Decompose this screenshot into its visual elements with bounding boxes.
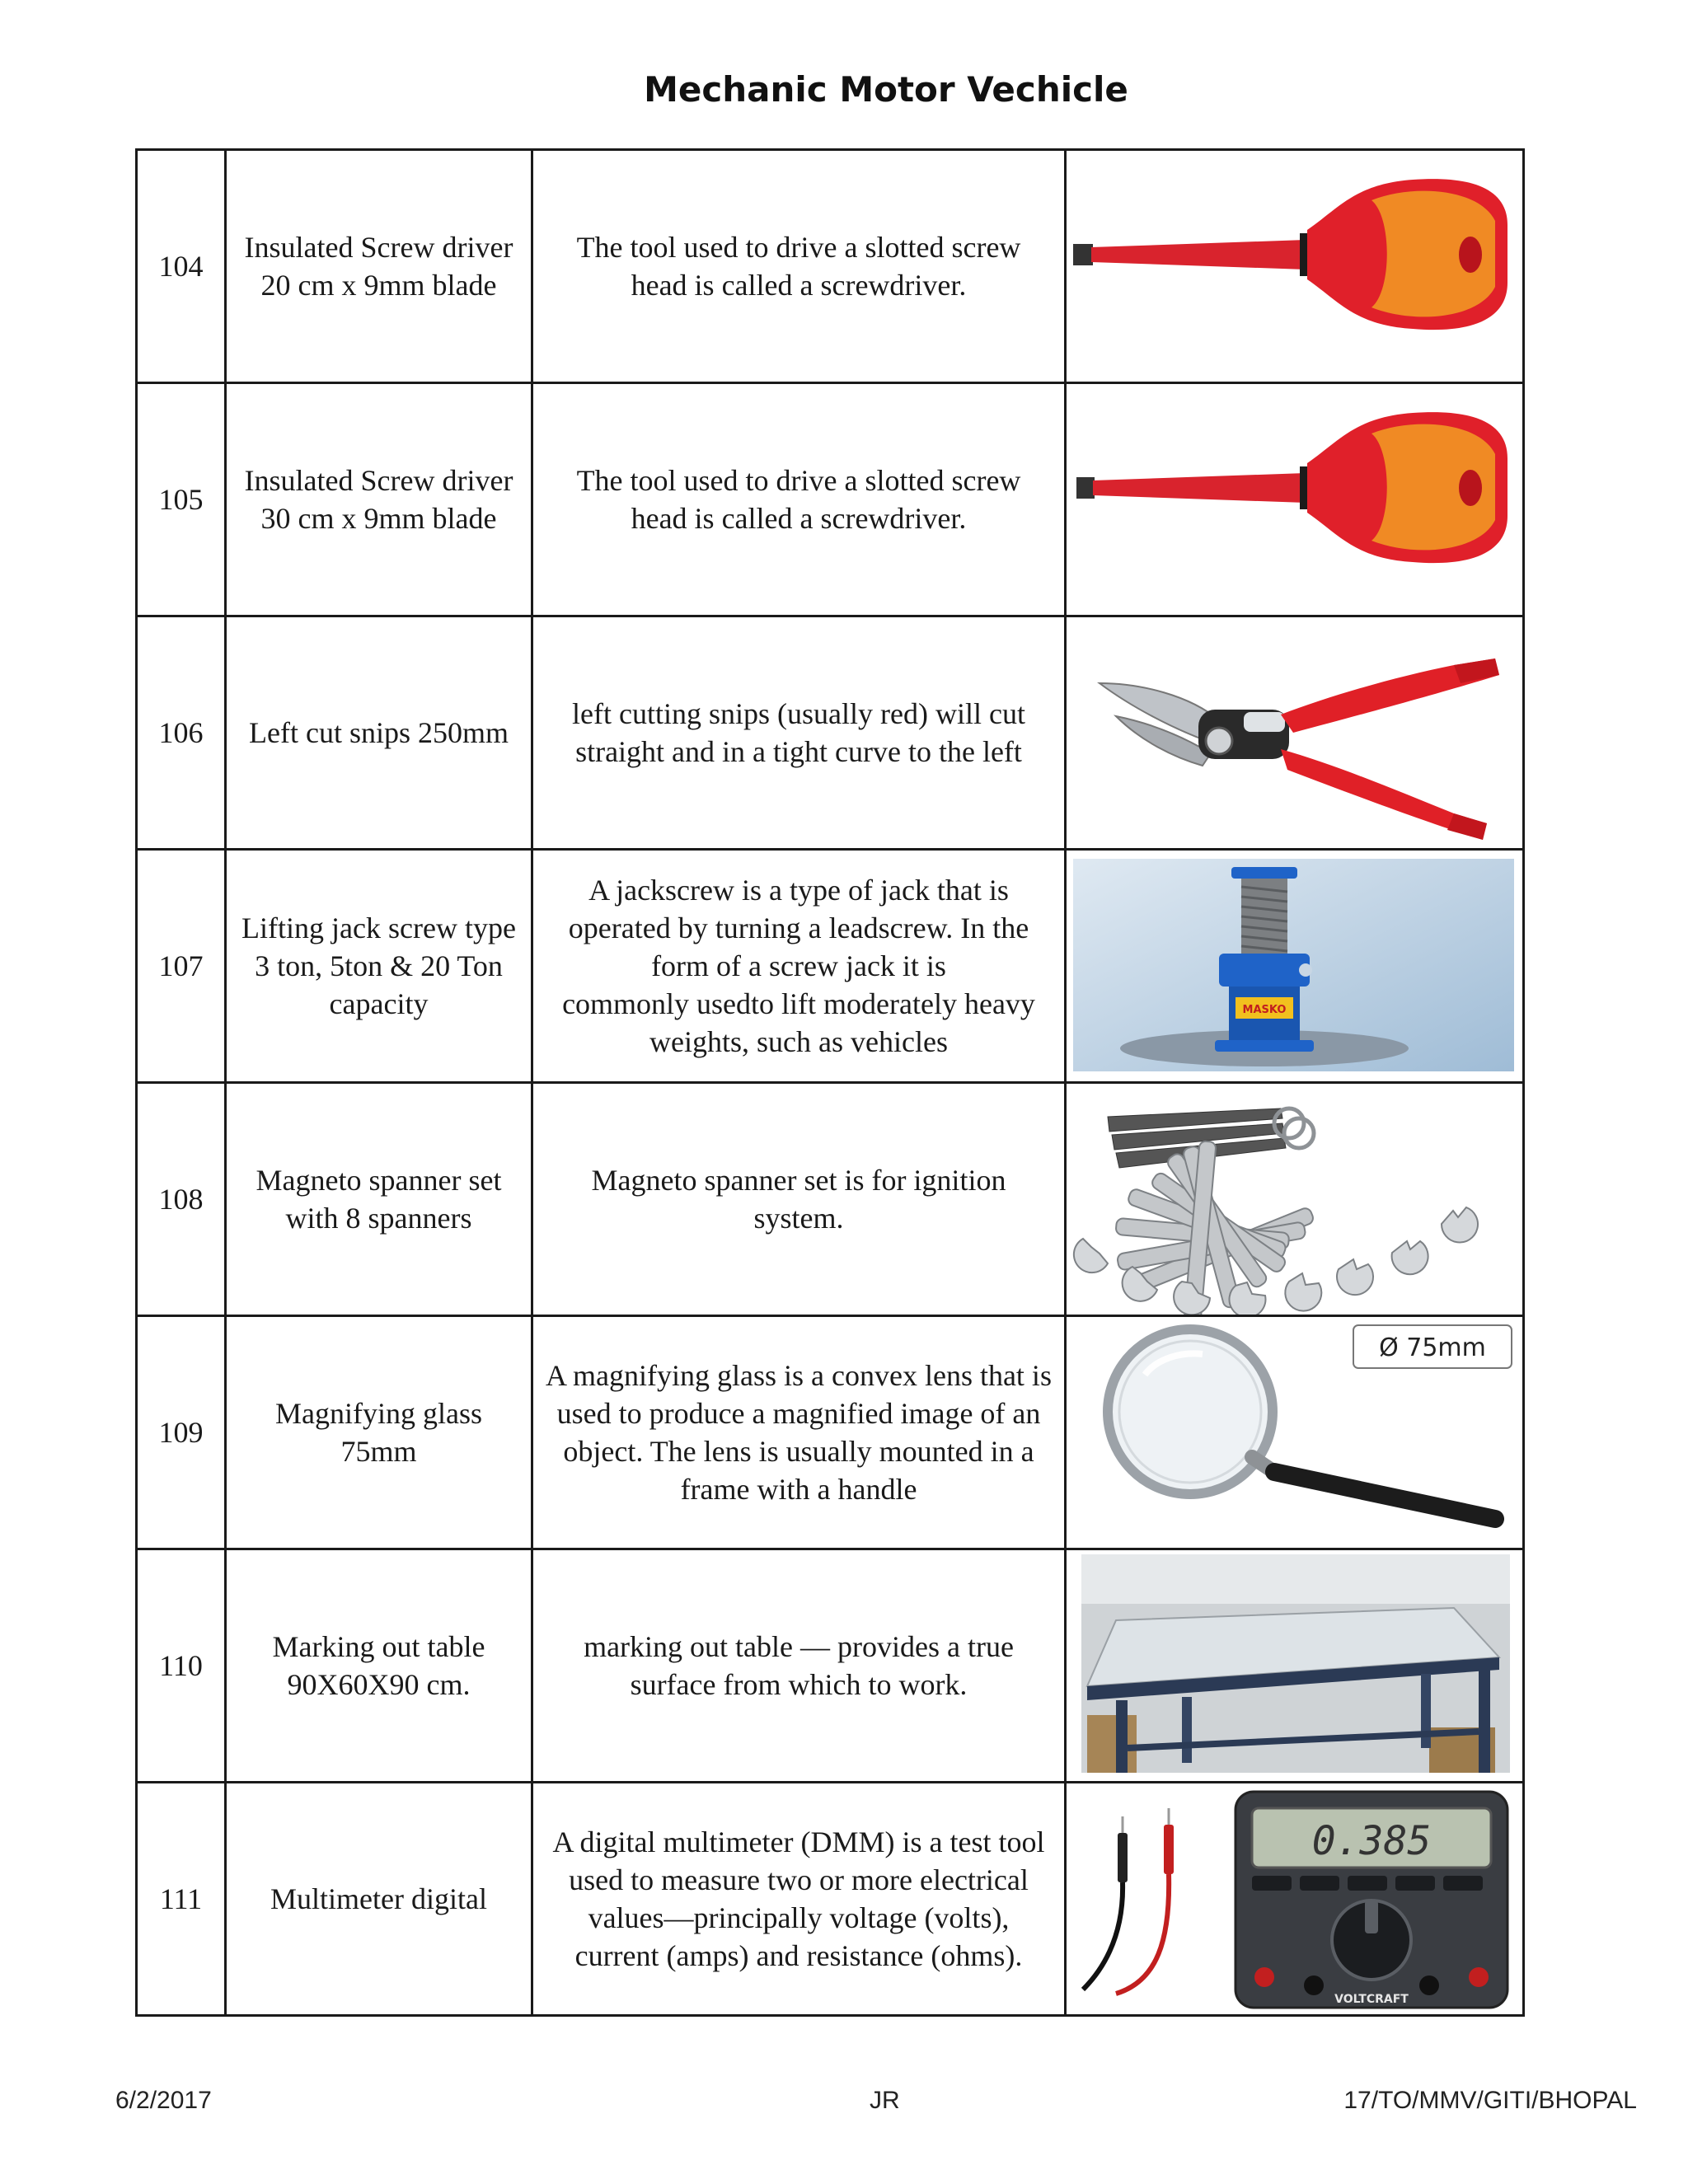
- tool-name: Insulated Screw driver 20 cm x 9mm blade: [226, 150, 532, 383]
- footer-center: JR: [870, 2087, 900, 2114]
- magnifying-glass-icon: [1067, 1317, 1522, 1548]
- row-number: 105: [137, 383, 226, 616]
- tool-name: Marking out table 90X60X90 cm.: [226, 1549, 532, 1783]
- row-number: 108: [137, 1083, 226, 1316]
- tools-table: [135, 148, 1525, 2017]
- footer-code: 17/TO/MMV/GITI/BHOPAL: [1343, 2087, 1637, 2114]
- page-title: Mechanic Motor Vechicle: [644, 69, 1128, 110]
- tool-name: Left cut snips 250mm: [226, 616, 532, 850]
- tool-description: Magneto spanner set is for ignition system.: [532, 1083, 1066, 1316]
- tool-description: A magnifying glass is a convex lens that is used to produce a magnified image of an object. The lens is usually mounted in a frame with a handle: [532, 1316, 1066, 1549]
- tool-name: Lifting jack screw type 3 ton, 5ton & 20 Ton capacity: [226, 850, 532, 1083]
- row-number: 110: [137, 1549, 226, 1783]
- table-row: [137, 616, 1524, 850]
- tool-description: A digital multimeter (DMM) is a test tool used to measure two or more electrical values—principally voltage (volts), current (amps) and resistance (ohms).: [532, 1783, 1066, 2016]
- multimeter-icon: [1067, 1783, 1522, 2014]
- screw-jack-icon: [1067, 851, 1522, 1081]
- marking-table-icon: [1067, 1550, 1522, 1781]
- table-row: [137, 1083, 1524, 1316]
- tool-description: left cutting snips (usually red) will cut straight and in a tight curve to the left: [532, 616, 1066, 850]
- tool-image-cell: [1066, 1783, 1524, 2016]
- tool-name: Multimeter digital: [226, 1783, 532, 2016]
- table-row: [137, 1316, 1524, 1549]
- tool-name: Magnifying glass 75mm: [226, 1316, 532, 1549]
- tool-name: Insulated Screw driver 30 cm x 9mm blade: [226, 383, 532, 616]
- tool-image-cell: [1066, 1316, 1524, 1549]
- spanner-set-icon: [1067, 1084, 1522, 1315]
- multimeter-brand: VOLTCRAFT: [1334, 1993, 1409, 2006]
- lens-size-label: Ø 75mm: [1379, 1333, 1486, 1362]
- screwdriver-icon: [1067, 151, 1522, 382]
- tool-image-cell: [1066, 616, 1524, 850]
- tool-image-cell: [1066, 850, 1524, 1083]
- tool-description: The tool used to drive a slotted screw head is called a screwdriver.: [532, 383, 1066, 616]
- jack-brand-label: MASKO: [1242, 1004, 1287, 1016]
- table-row: [137, 150, 1524, 383]
- row-number: 104: [137, 150, 226, 383]
- tool-description: The tool used to drive a slotted screw head is called a screwdriver.: [532, 150, 1066, 383]
- footer-date: 6/2/2017: [115, 2087, 212, 2114]
- snips-icon: [1067, 617, 1522, 848]
- row-number: 107: [137, 850, 226, 1083]
- row-number: 111: [137, 1783, 226, 2016]
- tool-description: A jackscrew is a type of jack that is operated by turning a leadscrew. In the form of a screw jack it is commonly usedto lift moderately heavy weights, such as vehicles: [532, 850, 1066, 1083]
- table-row: [137, 850, 1524, 1083]
- tool-name: Magneto spanner set with 8 spanners: [226, 1083, 532, 1316]
- multimeter-reading: 0.385: [1311, 1818, 1432, 1864]
- tool-image-cell: [1066, 1549, 1524, 1783]
- table-row: [137, 1549, 1524, 1783]
- tool-image-cell: [1066, 383, 1524, 616]
- table-row: [137, 383, 1524, 616]
- tool-image-cell: [1066, 150, 1524, 383]
- screwdriver-icon: [1067, 384, 1522, 615]
- row-number: 106: [137, 616, 226, 850]
- row-number: 109: [137, 1316, 226, 1549]
- table-row: [137, 1783, 1524, 2016]
- tool-description: marking out table — provides a true surface from which to work.: [532, 1549, 1066, 1783]
- tool-image-cell: [1066, 1083, 1524, 1316]
